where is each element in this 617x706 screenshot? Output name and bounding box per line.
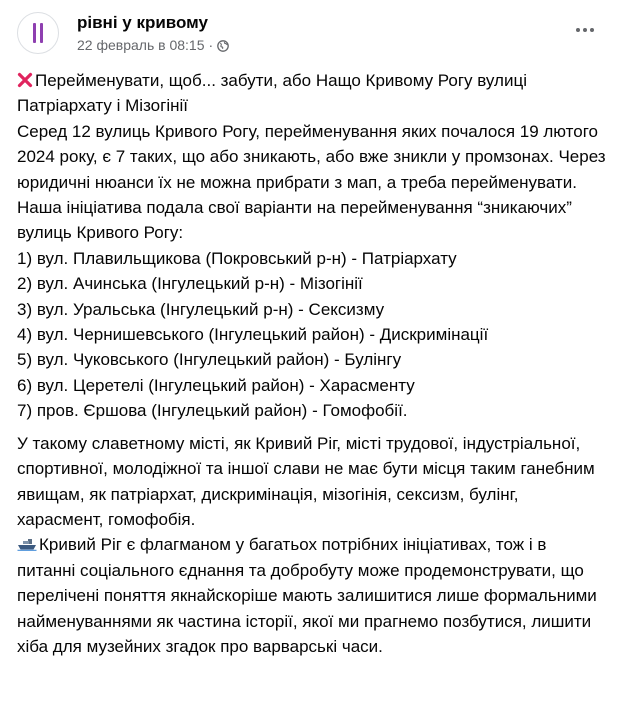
post-intro: Серед 12 вулиць Кривого Рогу, перейменування яких почалося 19 лютого 2024 року, є 7 таких, що або зникають, або вже зникли у промзонах. Через юридичні нюанси їх не можна прибрати з мап, а треба перейменувати. <box>17 121 606 192</box>
list-item: 6) вул. Церетелі (Інгулецький район) - Харасменту <box>17 375 415 395</box>
list-item: 7) пров. Єршова (Інгулецький район) - Гомофобії. <box>17 401 408 421</box>
list-item: 4) вул. Чернишевського (Інгулецький район) - Дискримінації <box>17 325 489 345</box>
post-paragraph-flagship-line <box>17 532 607 659</box>
double-bar-logo-icon <box>33 23 43 43</box>
post-paragraph-city: У такому славетному місті, як Кривий Ріг, місті трудової, індустріальної, спортивної, молодіжної та іншої слави не має бути місця таким ганебним явищам, як патріархат, дискримінація, мізогінія, сексизм, булінг, харасмент, гомофобія. <box>17 433 595 529</box>
list-item: 2) вул. Ачинська (Інгулецький р-н) - Мізогінії <box>17 274 363 294</box>
post-initiative: Наша ініціатива подала свої варіанти на перейменування “зникаючих” вулиць Кривого Рогу: <box>17 198 572 243</box>
post-title: Перейменувати, щоб... забути, або Нащо Кривому Рогу вулиці Патріархату і Мізогінії <box>17 71 527 116</box>
page-name[interactable]: рівні у кривому <box>77 13 208 32</box>
meta-separator: · <box>208 37 214 53</box>
post-title-line <box>17 68 607 119</box>
more-horizontal-icon <box>576 28 594 32</box>
list-item: 5) вул. Чуковського (Інгулецький район) - Булінгу <box>17 350 402 370</box>
post-meta <box>77 36 229 54</box>
red-cross-mark-icon <box>17 72 33 88</box>
post-author-block <box>77 12 229 54</box>
ship-icon <box>17 537 37 551</box>
post-paragraph-flagship: Кривий Ріг є флагманом у багатьох потрібних ініціативах, тож і в питанні соціального єднання та добробуту може продемонструвати, що перелічені поняття якнайскоріше мають залишитися лише формальними найменуваннями як частина історії, якої ми прагнемо позбутися, лишити хіба для музейних згадок про варварські часи. <box>17 535 597 656</box>
post-body <box>17 68 607 659</box>
list-item: 3) вул. Уральська (Інгулецький р-н) - Сексизму <box>17 299 385 319</box>
globe-icon[interactable] <box>217 40 229 52</box>
avatar[interactable] <box>17 12 59 54</box>
paragraph-spacer <box>17 424 607 431</box>
more-options-button[interactable] <box>567 18 603 42</box>
post-header <box>17 12 603 60</box>
street-list <box>17 246 607 424</box>
post-timestamp[interactable]: 22 февраль в 08:15 <box>77 37 205 53</box>
list-item: 1) вул. Плавильщикова (Покровський р-н) - Патріархату <box>17 248 457 268</box>
